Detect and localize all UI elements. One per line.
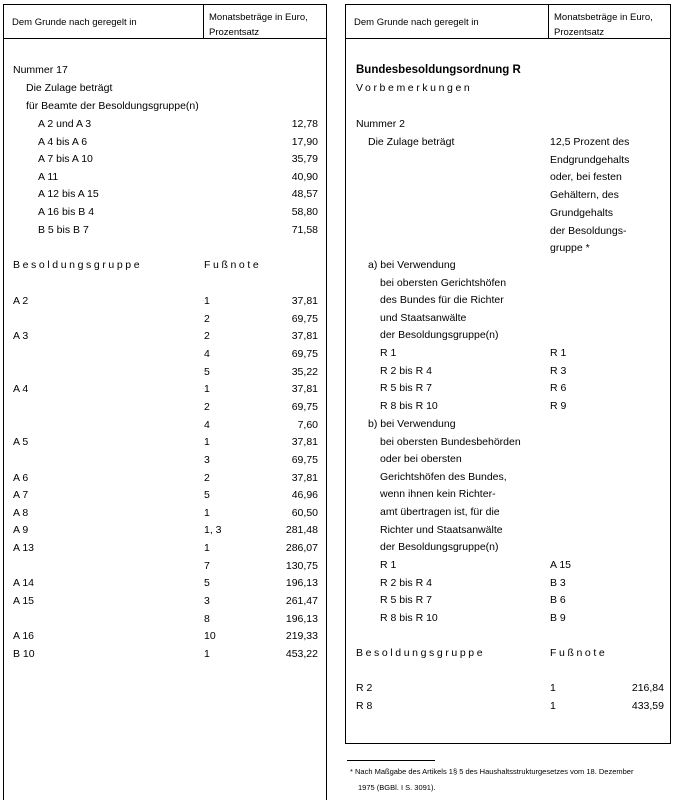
group-label: A 4 bis A 6 — [38, 135, 88, 148]
a-text-line: bei obersten Gerichtshöfen — [380, 276, 507, 289]
a-text-line: des Bundes für die Richter — [380, 294, 504, 307]
row-value: 7,60 — [297, 418, 318, 431]
group-label: A 16 bis B 4 — [38, 206, 95, 218]
row-besoldungsgruppe: A 2 — [13, 295, 29, 307]
zulage-text: Die Zulage beträgt — [26, 82, 113, 94]
group-value: 17,90 — [291, 135, 318, 148]
row-fussnote: 1 — [204, 542, 210, 555]
row-value: 69,75 — [291, 312, 318, 325]
a-row-value: R 3 — [550, 364, 567, 377]
row-besoldungsgruppe: A 3 — [13, 330, 29, 343]
row-besoldungsgruppe: R 2 — [356, 682, 373, 694]
zulage-text: Die Zulage beträgt — [368, 136, 455, 148]
row-value: 37,81 — [291, 471, 318, 484]
row-fussnote: 1 — [204, 436, 210, 449]
row-fussnote: 5 — [204, 489, 210, 502]
row-fussnote: 7 — [204, 559, 210, 572]
percent-text-line: 12,5 Prozent des — [550, 136, 630, 148]
row-fussnote: 4 — [204, 418, 210, 431]
row-fussnote: 2 — [204, 330, 210, 343]
a-row-value: R 6 — [550, 382, 567, 395]
row-value: 281,48 — [285, 524, 318, 537]
row-fussnote: 2 — [204, 312, 210, 325]
b-text-line: Gerichtshöfen des Bundes, — [380, 470, 507, 483]
row-value: 37,81 — [291, 436, 318, 449]
row-fussnote: 1 — [550, 682, 556, 694]
row-value: 60,50 — [291, 506, 318, 519]
row-value: 69,75 — [291, 347, 318, 360]
ordnung-title: Bundesbesoldungsordnung R — [356, 64, 521, 76]
group-label: A 2 und A 3 — [38, 118, 92, 130]
left-header — [4, 5, 326, 39]
row-value: 216,84 — [631, 682, 664, 694]
row-value: 261,47 — [285, 595, 318, 608]
b-row-value: B 9 — [550, 611, 566, 624]
left-table — [3, 4, 327, 800]
b-row-value: A 15 — [550, 559, 572, 571]
b-text-line: wenn ihnen kein Richter- — [380, 488, 496, 501]
row-besoldungsgruppe: A 8 — [13, 506, 29, 519]
row-fussnote: 5 — [204, 577, 210, 590]
header-divider — [203, 5, 204, 38]
a-text-line: der Besoldungsgruppe(n) — [380, 329, 499, 342]
row-fussnote: 2 — [204, 471, 210, 484]
header-regulated-in: Dem Grunde nach geregelt in — [354, 17, 479, 28]
group-value: 48,57 — [291, 188, 318, 201]
row-fussnote: 2 — [204, 400, 210, 413]
row-value: 37,81 — [291, 295, 318, 307]
row-fussnote: 1 — [204, 648, 210, 660]
b-text-line: b) bei Verwendung — [368, 418, 456, 430]
row-value: 46,96 — [291, 489, 318, 502]
b-text-line: der Besoldungsgruppe(n) — [380, 541, 499, 554]
group-value: 40,90 — [291, 170, 318, 183]
row-besoldungsgruppe: A 16 — [13, 630, 35, 643]
row-besoldungsgruppe: A 9 — [13, 524, 29, 537]
row-besoldungsgruppe: A 4 — [13, 383, 29, 396]
a-row-value: R 9 — [550, 399, 567, 412]
footnote-rule — [347, 760, 435, 761]
b-row-value: B 6 — [550, 594, 566, 607]
row-value: 35,22 — [291, 365, 318, 378]
row-fussnote: 10 — [204, 630, 216, 643]
row-value: 453,22 — [285, 648, 318, 660]
a-text-line: a) bei Verwendung — [368, 259, 456, 271]
b-text-line: oder bei obersten — [380, 453, 462, 466]
row-value: 69,75 — [291, 453, 318, 466]
b-row-label: R 8 bis R 10 — [380, 611, 438, 624]
fuer-beamte-text: für Beamte der Besoldungsgruppe(n) — [26, 100, 199, 112]
row-value: 130,75 — [285, 559, 318, 572]
percent-text-line: oder, bei festen — [550, 171, 622, 184]
row-fussnote: 1 — [204, 383, 210, 396]
row-besoldungsgruppe: A 13 — [13, 542, 35, 555]
percent-text-line: Gehältern, des — [550, 189, 619, 202]
row-fussnote: 5 — [204, 365, 210, 378]
b-text-line: Richter und Staatsanwälte — [380, 523, 503, 536]
a-row-label: R 1 — [380, 347, 397, 359]
header-amounts-line1: Monatsbeträge in Euro, — [554, 12, 653, 23]
row-besoldungsgruppe: A 14 — [13, 577, 35, 590]
b-row-label: R 5 bis R 7 — [380, 594, 432, 607]
row-fussnote: 3 — [204, 453, 210, 466]
row-value: 196,13 — [285, 612, 318, 625]
group-label: A 12 bis A 15 — [38, 188, 99, 201]
header-amounts-line2: Prozentsatz — [209, 27, 260, 38]
row-value: 69,75 — [291, 400, 318, 413]
row-value: 196,13 — [285, 577, 318, 590]
row-value: 37,81 — [291, 383, 318, 396]
group-label: B 5 bis B 7 — [38, 223, 89, 236]
a-row-label: R 5 bis R 7 — [380, 382, 432, 395]
row-fussnote: 1 — [550, 699, 556, 712]
row-besoldungsgruppe: B 10 — [13, 648, 35, 660]
row-fussnote: 4 — [204, 347, 210, 360]
b-row-label: R 2 bis R 4 — [380, 576, 432, 589]
nummer-17: Nummer 17 — [13, 64, 68, 76]
right-table — [345, 4, 671, 744]
a-text-line: und Staatsanwälte — [380, 311, 467, 324]
percent-text-line: gruppe * — [550, 242, 590, 255]
header-amounts-line2: Prozentsatz — [554, 27, 605, 38]
row-fussnote: 1 — [204, 295, 210, 307]
nummer-2: Nummer 2 — [356, 118, 406, 130]
column-header-fussnote: Fußnote — [204, 259, 262, 271]
row-value: 37,81 — [291, 330, 318, 343]
b-row-value: B 3 — [550, 576, 566, 589]
group-value: 12,78 — [291, 118, 318, 130]
footnote-line-1: * Nach Maßgabe des Artikels 1§ 5 des Haushaltsstrukturgesetzes vom 18. Dezember — [350, 767, 634, 776]
row-besoldungsgruppe: A 6 — [13, 471, 29, 484]
row-value: 433,59 — [631, 699, 664, 712]
right-header — [346, 5, 670, 39]
b-text-line: amt übertragen ist, für die — [380, 506, 500, 518]
column-header-besoldungsgruppe: Besoldungsgruppe — [356, 647, 486, 659]
row-fussnote: 1, 3 — [204, 524, 222, 537]
header-divider — [548, 5, 549, 38]
row-value: 219,33 — [285, 630, 318, 643]
row-besoldungsgruppe: A 15 — [13, 595, 35, 608]
footnote-line-2: 1975 (BGBl. I S. 3091). — [358, 783, 436, 792]
header-amounts — [554, 10, 653, 40]
header-amounts — [209, 10, 308, 40]
right-body — [346, 39, 670, 743]
group-label: A 11 — [38, 170, 59, 183]
row-besoldungsgruppe: A 5 — [13, 436, 29, 449]
row-besoldungsgruppe: A 7 — [13, 489, 29, 502]
a-row-value: R 1 — [550, 347, 567, 359]
row-fussnote: 8 — [204, 612, 210, 625]
group-value: 35,79 — [291, 153, 318, 166]
percent-text-line: der Besoldungs- — [550, 224, 627, 237]
group-label: A 7 bis A 10 — [38, 153, 93, 166]
header-regulated-in: Dem Grunde nach geregelt in — [12, 17, 137, 28]
a-row-label: R 8 bis R 10 — [380, 399, 438, 412]
header-amounts-line1: Monatsbeträge in Euro, — [209, 12, 308, 23]
row-fussnote: 3 — [204, 595, 210, 608]
row-fussnote: 1 — [204, 506, 210, 519]
b-row-label: R 1 — [380, 559, 397, 571]
column-header-besoldungsgruppe: Besoldungsgruppe — [13, 259, 143, 271]
percent-text-line: Endgrundgehalts — [550, 153, 630, 166]
left-body — [4, 39, 326, 800]
row-value: 286,07 — [285, 542, 318, 555]
b-text-line: bei obersten Bundesbehörden — [380, 435, 521, 448]
a-row-label: R 2 bis R 4 — [380, 364, 432, 377]
percent-text-line: Grundgehalts — [550, 206, 614, 219]
group-value: 71,58 — [291, 223, 318, 236]
row-besoldungsgruppe: R 8 — [356, 699, 373, 712]
vorbemerkungen: Vorbemerkungen — [356, 82, 473, 94]
column-header-fussnote: Fußnote — [550, 647, 608, 659]
group-value: 58,80 — [291, 206, 318, 218]
